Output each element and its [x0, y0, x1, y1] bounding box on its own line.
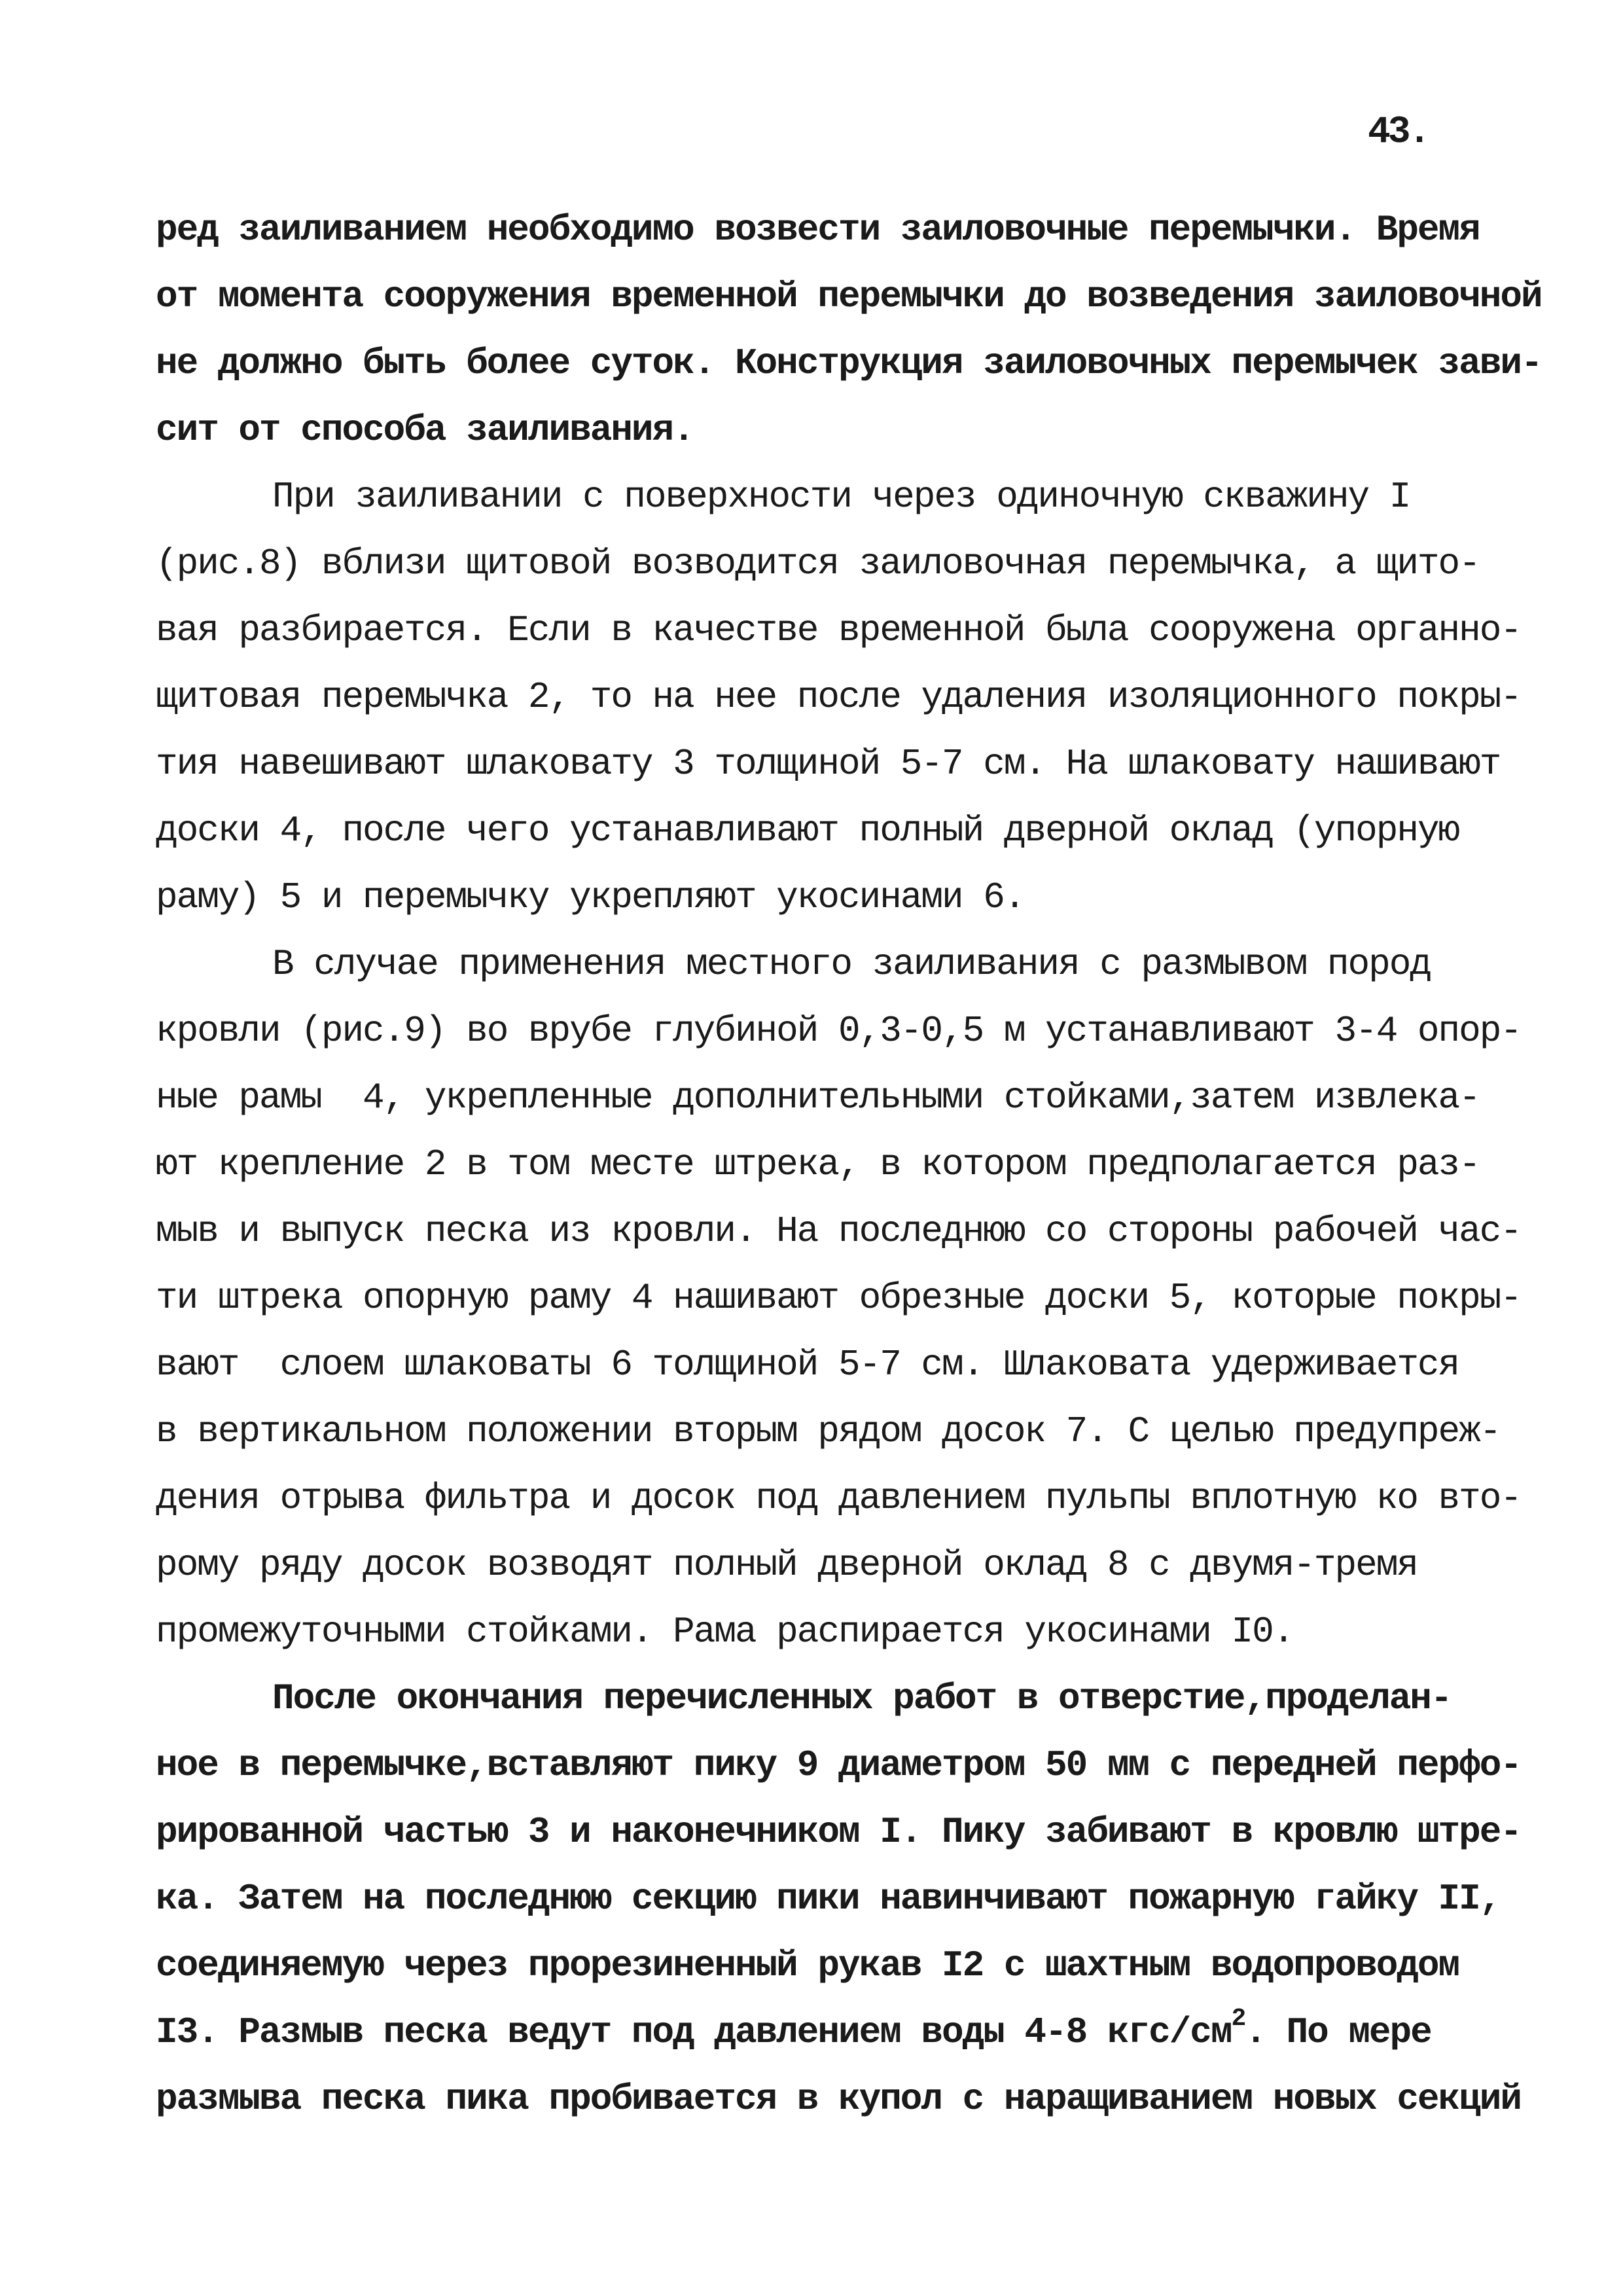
text-line: ное в перемычке,вставляют пику 9 диаметром 50 мм с передней перфо-	[156, 1744, 1521, 1786]
paragraph-start-line: При заиливании с поверхности через одиночную скважину I	[272, 476, 1410, 518]
document-body	[156, 196, 1542, 2132]
text-line: щитовая перемычка 2, то на нее после удаления изоляционного покры-	[156, 676, 1521, 718]
text-line: вая разбирается. Если в качестве временной была сооружена органно-	[156, 609, 1521, 651]
text-line: ти штрека опорную раму 4 нашивают обрезные доски 5, которые покры-	[156, 1277, 1521, 1319]
text-line: доски 4, после чего устанавливают полный дверной оклад (упорную	[156, 810, 1459, 852]
text-line: мыв и выпуск песка из кровли. На последнюю со стороны рабочей час-	[156, 1210, 1521, 1252]
paragraph-start-line: В случае применения местного заиливания с размывом пород	[272, 943, 1431, 985]
text-line: ка. Затем на последнюю секцию пики навинчивают пожарную гайку II,	[156, 1878, 1501, 1920]
text-line: раму) 5 и перемычку укрепляют укосинами 6.	[156, 876, 1025, 918]
line-text-tail: . По мере	[1245, 2011, 1431, 2053]
text-line: вают слоем шлаковаты 6 толщиной 5-7 см. Шлаковата удерживается	[156, 1344, 1459, 1386]
text-line: тия навешивают шлаковату 3 толщиной 5-7 см. На шлаковату нашивают	[156, 743, 1501, 785]
text-line: кровли (рис.9) во врубе глубиной 0,3-0,5 м устанавливают 3-4 опор-	[156, 1010, 1521, 1052]
text-line: ные рамы 4, укрепленные дополнительными стойками,затем извлека-	[156, 1077, 1480, 1119]
line-text: I3. Размыв песка ведут под давлением воды 4-8 кгс/см	[156, 2011, 1232, 2053]
text-line: ют крепление 2 в том месте штрека, в котором предполагается раз-	[156, 1143, 1480, 1185]
text-line: рированной частью 3 и наконечником I. Пику забивают в кровлю штре-	[156, 1811, 1521, 1853]
page-number: 43.	[1368, 111, 1429, 154]
text-line-with-superscript	[156, 1999, 1504, 2066]
text-line: ред заиливанием необходимо возвести заиловочные перемычки. Время	[156, 209, 1480, 251]
text-line: (рис.8) вблизи щитовой возводится заиловочная перемычка, а щито-	[156, 543, 1480, 584]
text-line: в вертикальном положении вторым рядом досок 7. С целью предупреж-	[156, 1410, 1501, 1452]
text-line: от момента сооружения временной перемычки до возведения заиловочной	[156, 276, 1542, 317]
text-line: не должно быть более суток. Конструкция заиловочных перемычек зави-	[156, 342, 1542, 384]
text-line: дения отрыва фильтра и досок под давлением пульпы вплотную ко вто-	[156, 1477, 1521, 1519]
text-line: рому ряду досок возводят полный дверной оклад 8 с двумя-тремя	[156, 1544, 1418, 1586]
text-line: размыва песка пика пробивается в купол с наращиванием новых секций	[156, 2078, 1521, 2120]
text-line: промежуточными стойками. Рама распирается укосинами I0.	[156, 1611, 1294, 1653]
paragraph-start-line: После окончания перечисленных работ в отверстие,проделан-	[272, 1677, 1452, 1719]
superscript: 2	[1231, 2005, 1245, 2034]
text-line: соединяемую через прорезиненный рукав I2 с шахтным водопроводом	[156, 1945, 1459, 1986]
text-line: сит от способа заиливания.	[156, 409, 694, 451]
